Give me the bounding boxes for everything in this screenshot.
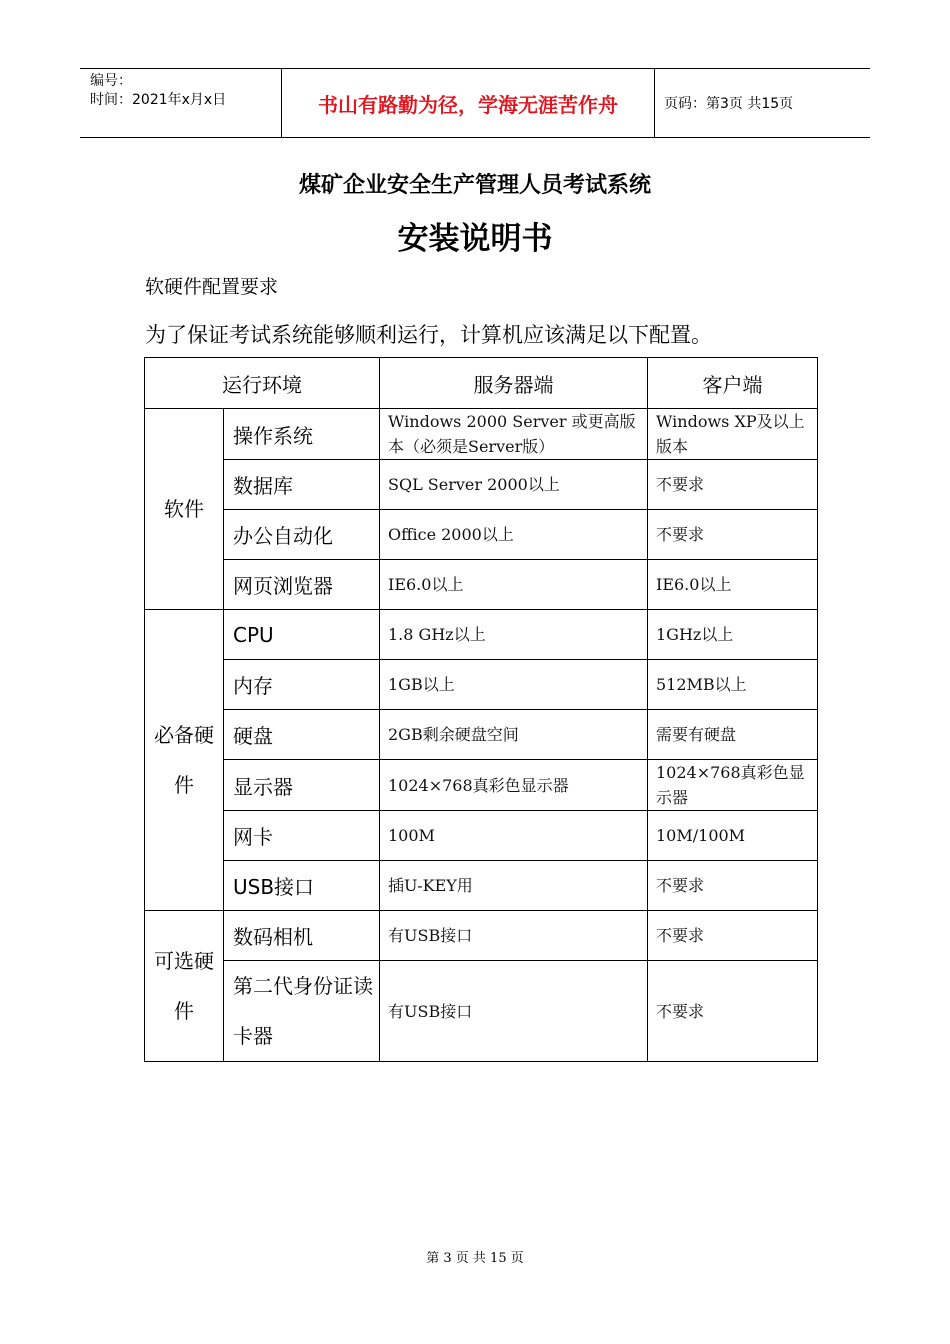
row-client: 需要有硬盘 — [648, 710, 818, 760]
table-row — [145, 710, 818, 760]
row-item: 内存 — [224, 660, 380, 710]
row-client: 10M/100M — [648, 811, 818, 861]
row-client: 1024×768真彩色显示器 — [648, 760, 818, 811]
config-table — [144, 357, 818, 1062]
header-server: 服务器端 — [380, 358, 648, 409]
row-client: 1GHz以上 — [648, 610, 818, 660]
group-required-hardware: 必备硬件 — [145, 610, 224, 911]
number-label: 编号： — [90, 73, 132, 89]
document-title: 煤矿企业安全生产管理人员考试系统 — [298, 172, 651, 198]
section-heading: 软硬件配置要求 — [145, 276, 279, 298]
table-row — [145, 760, 818, 811]
header-divider — [654, 69, 655, 137]
row-item: 数据库 — [224, 460, 380, 510]
row-server: 有USB接口 — [380, 911, 648, 961]
table-row — [145, 409, 818, 460]
header-client: 客户端 — [648, 358, 818, 409]
row-server: IE6.0以上 — [380, 560, 648, 610]
document-header — [80, 68, 870, 138]
row-item: 操作系统 — [224, 409, 380, 460]
document-subtitle: 安装说明书 — [397, 221, 553, 257]
row-server: Windows 2000 Server 或更高版本（必须是Server版） — [380, 409, 648, 460]
intro-paragraph: 为了保证考试系统能够顺利运行，计算机应该满足以下配置。 — [145, 323, 712, 347]
row-item: CPU — [224, 610, 380, 660]
header-meta — [90, 72, 226, 110]
row-server: 有USB接口 — [380, 961, 648, 1062]
row-server: 插U-KEY用 — [380, 861, 648, 911]
row-client: 不要求 — [648, 911, 818, 961]
table-header-row — [145, 358, 818, 409]
row-item: USB接口 — [224, 861, 380, 911]
table-row — [145, 460, 818, 510]
row-server: SQL Server 2000以上 — [380, 460, 648, 510]
table-row — [145, 861, 818, 911]
row-item: 第二代身份证读卡器 — [224, 961, 380, 1062]
row-server: 1.8 GHz以上 — [380, 610, 648, 660]
header-environment: 运行环境 — [145, 358, 380, 409]
row-server: 1GB以上 — [380, 660, 648, 710]
row-client: 不要求 — [648, 460, 818, 510]
time-label: 时间：2021年x月x日 — [90, 92, 227, 108]
row-item: 硬盘 — [224, 710, 380, 760]
row-client: 不要求 — [648, 510, 818, 560]
group-optional-hardware: 可选硬件 — [145, 911, 224, 1062]
row-client: 不要求 — [648, 861, 818, 911]
row-item: 显示器 — [224, 760, 380, 811]
row-item: 数码相机 — [224, 911, 380, 961]
header-page-info: 页码：第3页 共15页 — [664, 96, 794, 112]
table-row — [145, 911, 818, 961]
table-row — [145, 961, 818, 1062]
row-client: 不要求 — [648, 961, 818, 1062]
page-footer: 第 3 页 共 15 页 — [426, 1251, 524, 1266]
row-server: Office 2000以上 — [380, 510, 648, 560]
row-client: Windows XP及以上版本 — [648, 409, 818, 460]
table-row — [145, 510, 818, 560]
header-motto: 书山有路勤为径，学海无涯苦作舟 — [318, 92, 618, 117]
row-server: 2GB剩余硬盘空间 — [380, 710, 648, 760]
row-client: IE6.0以上 — [648, 560, 818, 610]
table-row — [145, 811, 818, 861]
table-row — [145, 660, 818, 710]
table-row — [145, 560, 818, 610]
row-server: 100M — [380, 811, 648, 861]
row-server: 1024×768真彩色显示器 — [380, 760, 648, 811]
row-item: 网页浏览器 — [224, 560, 380, 610]
group-software: 软件 — [145, 409, 224, 610]
row-item: 办公自动化 — [224, 510, 380, 560]
table-row — [145, 610, 818, 660]
row-client: 512MB以上 — [648, 660, 818, 710]
row-item: 网卡 — [224, 811, 380, 861]
